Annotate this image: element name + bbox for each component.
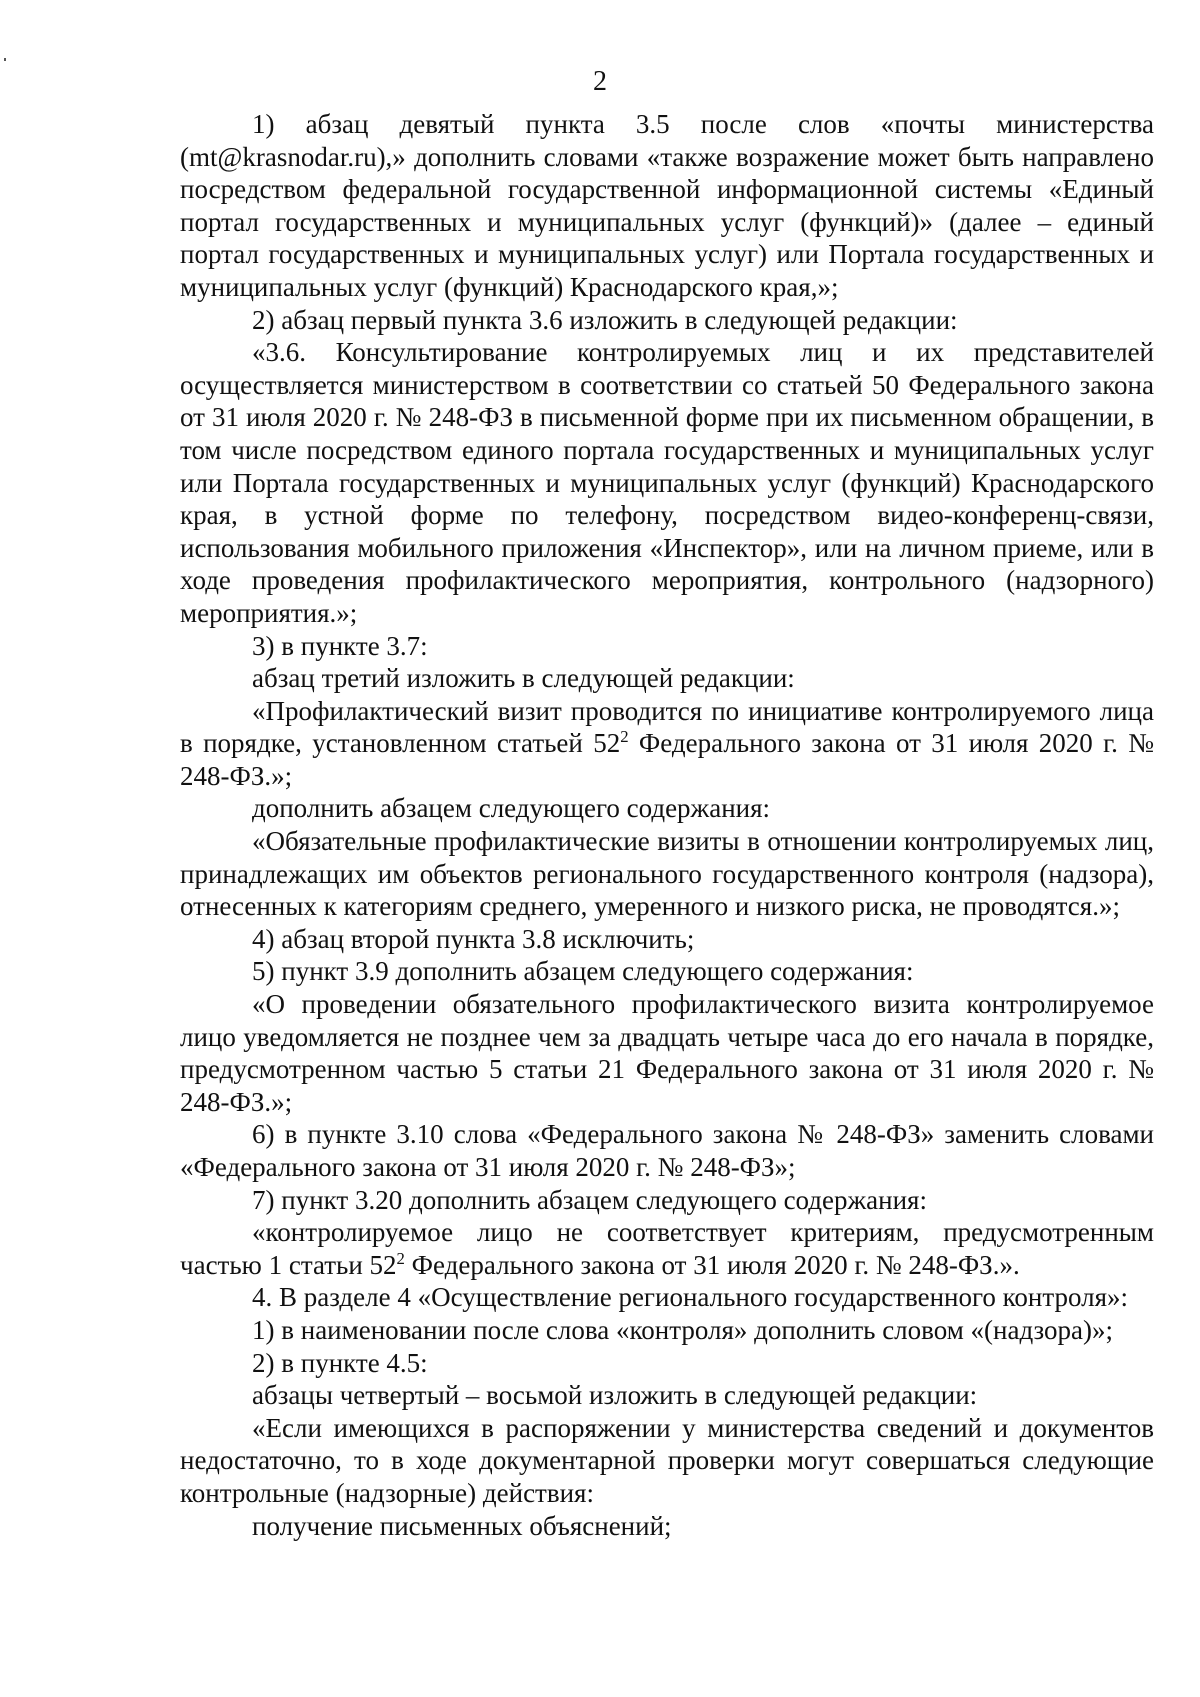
paragraph-14-text-a: «контролируемое лицо не соответствует критериям, предусмотренным частью 1 статьи 52 — [180, 1217, 1154, 1280]
paragraph-9: 4) абзац второй пункта 3.8 исключить; — [252, 923, 695, 954]
paragraph-7: дополнить абзацем следующего содержания: — [252, 793, 771, 824]
page-number: 2 — [593, 66, 607, 97]
paragraph-6 — [180, 695, 1154, 793]
paragraph-19: «Если имеющихся в распоряжении у министерства сведений и документов недостаточно, то в ходе документарной проверки могут совершаться следующие контрольные (надзорные) действия: — [180, 1412, 1154, 1508]
scan-edge-mark — [4, 58, 6, 61]
paragraph-17: 2) в пункте 4.5: — [252, 1347, 428, 1378]
paragraph-18: абзацы четвертый – восьмой изложить в следующей редакции: — [252, 1380, 978, 1411]
paragraph-1: 1) абзац девятый пункта 3.5 после слов «почты министерства (mt@krasnodar.ru),» дополнить словами «также возражение может быть направлено посредством федеральной государственной информационной системы «Единый портал государственных и муниципальных услуг (функций)» (далее – единый портал государственных и муниципальных услуг) или Портала государственных и муниципальных услуг (функций) Краснодарского края,»; — [180, 109, 1154, 302]
paragraph-6-text-a: «Профилактический визит проводится по инициативе контролируемого лица в порядке, установленном статьей 52 — [180, 695, 1154, 759]
paragraph-14 — [180, 1216, 1154, 1281]
paragraph-20: получение письменных объяснений; — [252, 1510, 672, 1541]
paragraph-2: 2) абзац первый пункта 3.6 изложить в следующей редакции: — [252, 304, 958, 335]
document-body — [180, 108, 1154, 1542]
paragraph-11: «О проведении обязательного профилактического визита контролируемое лицо уведомляется не позднее чем за двадцать четыре часа до его начала в порядке, предусмотренном частью 5 статьи 21 Федерального закона от 31 июля 2020 г. № 248-ФЗ.»; — [180, 989, 1154, 1117]
paragraph-13: 7) пункт 3.20 дополнить абзацем следующего содержания: — [252, 1184, 927, 1215]
paragraph-12: 6) в пункте 3.10 слова «Федерального закона № 248-ФЗ» заменить словами «Федерального закона от 31 июля 2020 г. № 248-ФЗ»; — [180, 1119, 1154, 1182]
paragraph-8: «Обязательные профилактические визиты в отношении контролируемых лиц, принадлежащих им объектов регионального государственного контроля (надзора), отнесенных к категориям среднего, умеренного и низкого риска, не проводятся.»; — [180, 826, 1154, 922]
paragraph-4: 3) в пункте 3.7: — [252, 630, 428, 661]
paragraph-6-superscript: 2 — [620, 727, 629, 747]
paragraph-14-superscript: 2 — [396, 1248, 405, 1268]
paragraph-6-text-b: Федерального закона от 31 июля 2020 г. № 248-ФЗ.»; — [180, 728, 1154, 791]
paragraph-16: 1) в наименовании после слова «контроля» дополнить словом «(надзора)»; — [252, 1314, 1114, 1345]
paragraph-14-text-b: Федерального закона от 31 июля 2020 г. № 248-ФЗ.». — [404, 1249, 1020, 1280]
paragraph-10: 5) пункт 3.9 дополнить абзацем следующего содержания: — [252, 956, 914, 987]
paragraph-3: «3.6. Консультирование контролируемых лиц и их представителей осуществляется министерством в соответствии со статьей 50 Федерального закона от 31 июля 2020 г. № 248-ФЗ в письменной форме при их письменном обращении, в том числе посредством единого портала государственных и муниципальных услуг или Портала государственных и муниципальных услуг (функций) Краснодарского края, в устной форме по телефону, посредством видео-конференц-связи, использования мобильного приложения «Инспектор», или на личном приеме, или в ходе проведения профилактического мероприятия, контрольного (надзорного) мероприятия.»; — [180, 337, 1154, 628]
paragraph-15: 4. В разделе 4 «Осуществление регионального государственного контроля»: — [252, 1282, 1128, 1313]
paragraph-5: абзац третий изложить в следующей редакции: — [252, 663, 795, 694]
